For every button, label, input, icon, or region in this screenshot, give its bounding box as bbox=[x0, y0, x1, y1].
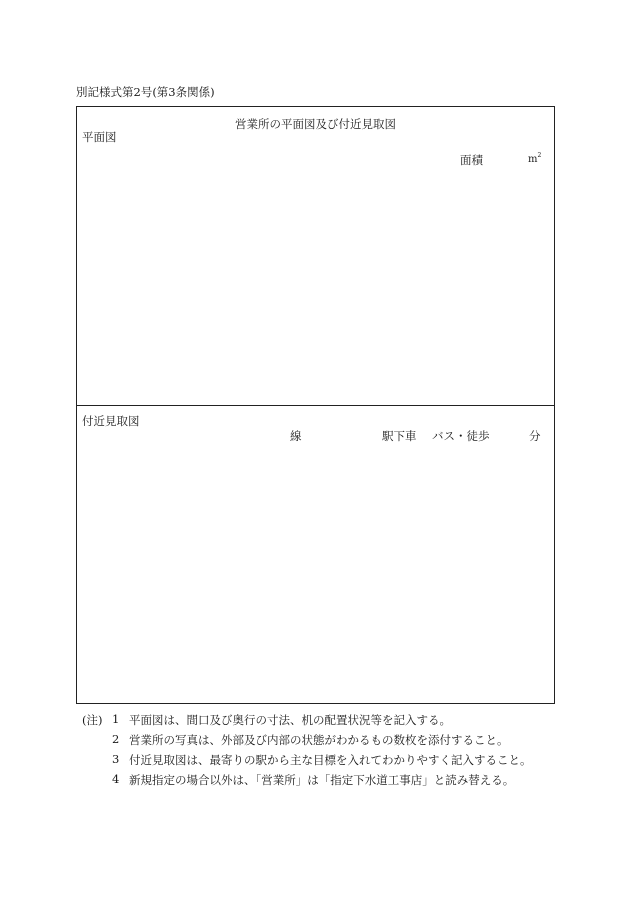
area-unit bbox=[528, 152, 541, 165]
vicinity-map-label: 付近見取図 bbox=[82, 414, 140, 428]
minutes-suffix: 分 bbox=[529, 429, 541, 443]
note-text: 営業所の写真は、外部及び内部の状態がわかるもの数枚を添付すること。 bbox=[129, 733, 509, 747]
note-number: 3 bbox=[112, 752, 120, 766]
area-unit-exponent: 2 bbox=[537, 152, 542, 159]
notes-prefix: (注) bbox=[82, 713, 103, 727]
notes-section bbox=[76, 712, 556, 792]
note-text: 平面図は、間口及び奥行の寸法、机の配置状況等を記入する。 bbox=[129, 713, 451, 727]
floor-plan-section bbox=[77, 107, 554, 406]
note-number: 2 bbox=[112, 732, 120, 746]
note-item bbox=[76, 732, 556, 752]
note-number: 4 bbox=[112, 772, 120, 786]
form-frame bbox=[76, 106, 555, 704]
note-text: 付近見取図は、最寄りの駅から主な目標を入れてわかりやすく記入すること。 bbox=[129, 753, 532, 767]
area-unit-base: m bbox=[528, 154, 538, 165]
form-number-label: 別記様式第2号(第3条関係) bbox=[76, 85, 215, 99]
document-title: 営業所の平面図及び付近見取図 bbox=[235, 117, 396, 131]
note-number: 1 bbox=[112, 712, 120, 726]
floor-plan-label: 平面図 bbox=[82, 130, 117, 144]
note-text: 新規指定の場合以外は、「営業所」は「指定下水道工事店」と読み替える。 bbox=[129, 773, 515, 787]
line-suffix: 線 bbox=[290, 429, 302, 443]
vicinity-map-section bbox=[77, 406, 554, 703]
station-suffix: 駅下車 bbox=[382, 429, 417, 443]
note-item bbox=[76, 752, 556, 772]
area-label: 面積 bbox=[460, 153, 483, 167]
note-item bbox=[76, 772, 556, 792]
note-item bbox=[76, 712, 556, 732]
transport-mode: バス・徒歩 bbox=[432, 429, 490, 443]
